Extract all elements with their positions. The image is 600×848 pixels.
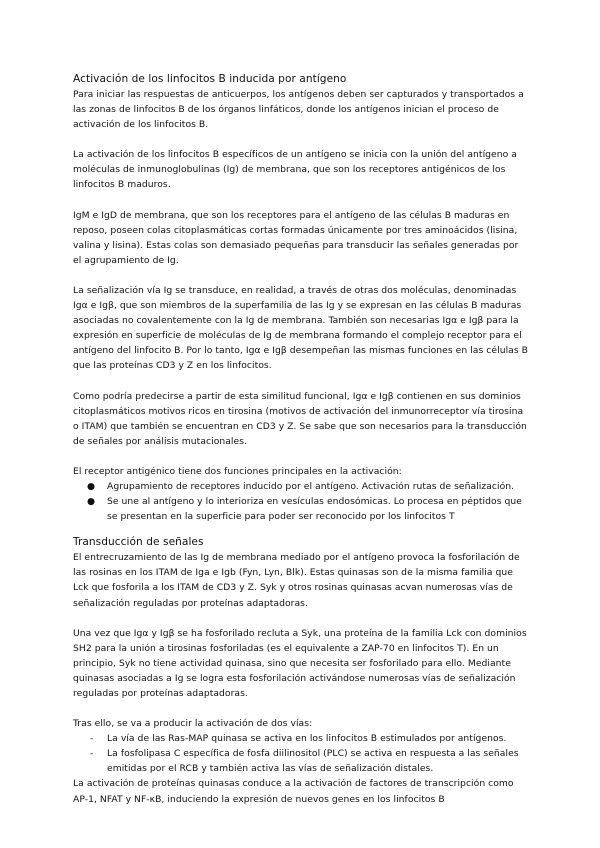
- bullet-icon: ●: [87, 496, 96, 508]
- paragraph-itam: Como podría predecirse a partir de esta similitud funcional, Igα e Igβ contienen en sus dominios citoplasmáticos motivos ricos en tirosina (motivos de activación del inmunorreceptor vía tirosina o ITAM) que también se encuentran en CD3 y Z. Se sabe que son necesarios para la transducción de señales por análisis mutacionales.: [73, 390, 527, 447]
- paragraph-intro: Para iniciar las respuestas de anticuerpos, los antígenos deben ser capturados y transportados a las zonas de linfocitos B de los órganos linfáticos, donde los antígenos inician el proceso de activación de los linfocitos B.: [73, 89, 524, 131]
- paragraph-crosslinking: El entrecruzamiento de las Ig de membrana mediado por el antígeno provoca la fosforilación de las rosinas en los ITAM de Iga e Igb (Fyn, Lyn, Blk). Estas quinasas son de la misma familia que Lck que fosforila a los ITAM de CD3 y Z. Syk y otros rosinas quinasas acvan numerosas vías de señalización reguladas por proteínas adaptadoras.: [73, 552, 520, 609]
- paragraph-activation-start: La activación de los linfocitos B específicos de un antígeno se inicia con la unión del antígeno a moléculas de inmunoglobulinas (Ig) de membrana, que son los receptores antigénicos de los linfocitos B maduros.: [73, 149, 517, 191]
- spacer: [73, 268, 529, 283]
- paragraph-closing: La activación de proteínas quinasas conduce a la activación de factores de transcripción como AP-1, NFAT y NF-κB, induciendo la expresión de nuevos genes en los linfocitos B: [73, 778, 514, 805]
- list-item-text: Se une al antígeno y lo interioriza en vesículas endosómicas. Lo procesa en péptidos que se presentan en la superficie para poder ser reconocido por los linfocitos T: [107, 496, 522, 523]
- spacer: [73, 701, 529, 716]
- bullet-icon: ●: [87, 480, 96, 492]
- spacer: [73, 611, 529, 626]
- list-item: [73, 494, 529, 524]
- spacer: [73, 524, 529, 534]
- list-item-text: Agrupamiento de receptores inducido por el antígeno. Activación rutas de señalización.: [107, 480, 515, 492]
- dash-icon: -: [90, 748, 94, 760]
- list-item-text: La vía de las Ras-MAP quinasa se activa en los linfocitos B estimulados por antígenos.: [107, 733, 507, 745]
- bullet-list-functions: [73, 479, 529, 524]
- section-heading-activation: Activación de los linfocitos B inducida por antígeno: [73, 73, 347, 85]
- list-item: [73, 731, 529, 746]
- dash-icon: -: [90, 733, 94, 745]
- paragraph-ig-signaling: La señalización vía Ig se transduce, en realidad, a través de otras dos moléculas, denominadas Igα e Igβ, que son miembros de la superfamilia de las Ig y se expresan en las células B maduras asociadas no covalentemente con la Ig de membrana. También son necesarias Igα e Igβ para la expresión en superficie de moléculas de Ig de membrana formando el complejo receptor para el antígeno del linfocito B. Por lo tanto, Igα e Igβ desempeñan las mismas funciones en las células B que las proteínas CD3 y Z en los linfocitos.: [73, 284, 529, 372]
- document-page: [73, 71, 529, 807]
- paragraph-syk: Una vez que Igα y Igβ se ha fosforilado recluta a Syk, una proteína de la familia Lck con dominios SH2 para la unión a tirosinas fosforiladas (es el equivalente a ZAP-70 en linfocitos T). En un principio, Syk no tiene actividad quinasa, sino que necesita ser fosforilado para ello. Mediante quinasas asociadas a Ig se logra esta fosforilación activándose numerosas vías de señalización reguladas por proteínas adaptadoras.: [73, 627, 527, 699]
- paragraph-receptor-functions: El receptor antigénico tiene dos funciones principales en la activación:: [73, 465, 402, 477]
- spacer: [73, 449, 529, 464]
- paragraph-two-pathways: Tras ello, se va a producir la activación de dos vías:: [73, 718, 313, 730]
- spacer: [73, 374, 529, 389]
- dash-list-pathways: [73, 731, 529, 776]
- paragraph-igm-igd: IgM e IgD de membrana, que son los receptores para el antígeno de las células B maduras en reposo, poseen colas citoplasmáticas cortas formadas únicamente por tres aminoácidos (lisina, valina y lisina). Estas colas son demasiado pequeñas para transducir las señales generadas por el agrupamiento de Ig.: [73, 209, 519, 266]
- list-item: [73, 479, 529, 494]
- spacer: [73, 193, 529, 208]
- list-item-text: La fosfolipasa C específica de fosfa diilinositol (PLC) se activa en respuesta a las señales emitidas por el RCB y también activa las vías de señalización distales.: [107, 748, 519, 775]
- section-heading-transduction: Transducción de señales: [73, 536, 204, 549]
- spacer: [73, 132, 529, 147]
- list-item: [73, 746, 529, 776]
